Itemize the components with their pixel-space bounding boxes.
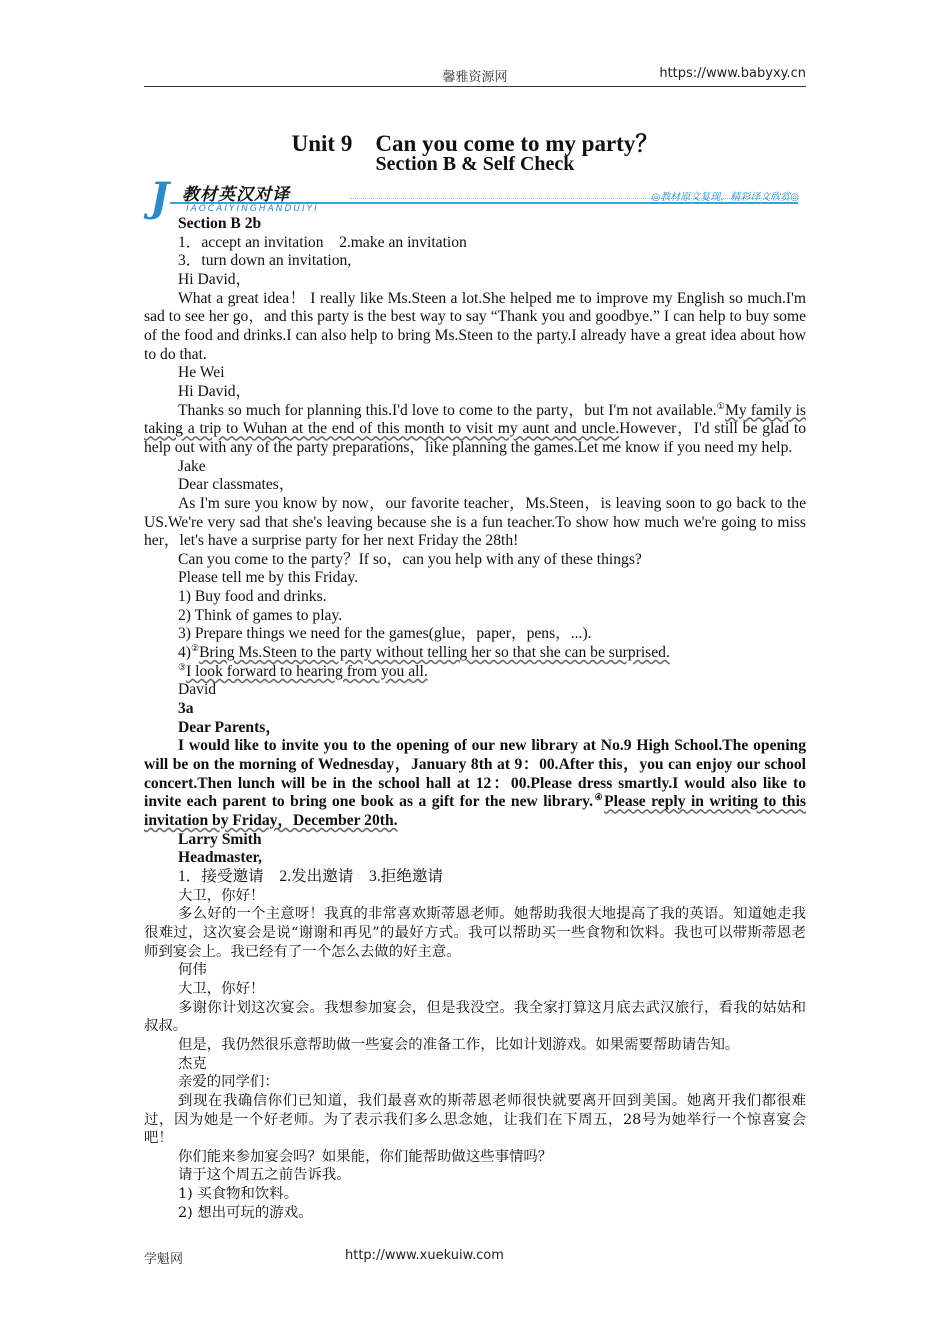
zh-letter1-signature: 何伟 xyxy=(178,962,207,979)
section-title: Section B & Self Check xyxy=(375,153,575,175)
banner-caption: ◎教材原文复现，精彩译文欣赏◎ xyxy=(651,192,799,203)
zh-letter2-body-2: 但是，我仍然很乐意帮助做一些宴会的准备工作，比如计划游戏。如果需要帮助请告知。 xyxy=(178,1036,740,1053)
letter4-signature: Larry Smith xyxy=(178,830,262,848)
list4-number: 4) xyxy=(178,644,191,662)
letter2-greeting: Hi David， xyxy=(178,382,252,400)
zh-letter2-greeting: 大卫，你好！ xyxy=(178,980,265,997)
letter3-key-sentence-3: I look forward to hearing from you all. xyxy=(186,662,428,680)
note-2-marker: ② xyxy=(191,642,200,653)
letter1-greeting: Hi David， xyxy=(178,270,252,288)
letter4-greeting: Dear Parents， xyxy=(178,718,281,736)
letter2-signature: Jake xyxy=(178,457,206,475)
zh-letter3-greeting: 亲爱的同学们： xyxy=(178,1074,279,1091)
document-body xyxy=(144,215,806,1222)
zh-letter3-body-2: 你们能来参加宴会吗？如果能，你们能帮助做这些事情吗？ xyxy=(178,1148,553,1165)
letter2-key-sentence: My family is taking a trip to Wuhan at the end of this month to visit my aunt and uncle. xyxy=(144,401,806,438)
header-site-name: 馨雅资源网 xyxy=(442,69,508,84)
footer-url[interactable]: http://www.xuekuiw.com xyxy=(345,1248,504,1263)
letter1-body: What a great idea！ I really like Ms.Steen a lot.She helped me to improve my English so much.I'm sad to see her go，and this party is the best way to say “Thank you and goodbye.” I can help to buy some of the food and drinks.I can also help to bring Ms.Steen to the party.I already have a great idea about how to do that. xyxy=(144,289,806,363)
letter4-key-sentence: Please reply in writing to this invitation by Friday，December 20th. xyxy=(144,793,806,829)
zh-letter3-body: 到现在我确信你们已知道，我们最喜欢的斯蒂恩老师很快就要离开回到美国。她离开我们都很难过，因为她是一个好老师。为了表示我们多么思念她，让我们在下周五，28号为她举行一个惊喜宴会吧！ xyxy=(144,1092,806,1147)
zh-letter1-greeting: 大卫，你好！ xyxy=(178,887,265,904)
letter3-body-2: Can you come to the party？If so，can you help with any of these things? xyxy=(178,550,642,568)
section-b-2b-label: Section B 2b xyxy=(178,215,262,232)
letter2-body-c: However，I'd still be glad to help out with any of the party preparations，like planning the games.Let me know if you need my help. xyxy=(144,420,806,456)
letter3-list-1: 1) Buy food and drinks. xyxy=(178,588,327,606)
zh-letter3-list-2: 2) 想出可玩的游戏。 xyxy=(178,1204,313,1221)
banner-j-logo: J xyxy=(150,174,169,221)
letter2-body xyxy=(144,402,806,458)
zh-phrases: 1．接受邀请 2.发出邀请 3.拒绝邀请 xyxy=(178,867,444,885)
zh-letter2-body: 多谢你计划这次宴会。我想参加宴会，但是我没空。我全家打算这月底去武汉旅行，看我的姑姑和叔叔。 xyxy=(144,999,806,1035)
letter4-body xyxy=(144,737,806,830)
letter3-list-4 xyxy=(144,644,806,663)
letter3-list-3: 3) Prepare things we need for the games(glue，paper，pens，...). xyxy=(178,625,592,643)
letter3-signature: David xyxy=(178,681,217,699)
letter3-body-3: Please tell me by this Friday. xyxy=(178,569,359,587)
note-4-marker: ④ xyxy=(593,792,605,803)
header-url[interactable]: https://www.babyxy.cn xyxy=(659,66,806,81)
letter3-list-2: 2) Think of games to play. xyxy=(178,606,343,624)
banner-pinyin: IAOCAIYINGHANDUIYI xyxy=(186,204,319,214)
footer-site-name: 学魁网 xyxy=(144,1251,184,1266)
letter2-body-a: Thanks so much for planning this.I'd love to come to the party，but I'm not available. xyxy=(178,401,717,419)
unit-title: Unit 9 Can you come to my party？ xyxy=(291,131,659,156)
letter3-closing xyxy=(144,663,806,682)
section-banner xyxy=(150,174,805,221)
zh-letter3-list-1: 1) 买食物和饮料。 xyxy=(178,1186,299,1203)
zh-letter3-body-3: 请于这个周五之前告诉我。 xyxy=(178,1167,351,1184)
letter3-key-sentence-2: Bring Ms.Steen to the party without telling her so that she can be surprised. xyxy=(199,644,670,662)
phrases-line-2: 3．turn down an invitation, xyxy=(178,252,352,270)
zh-letter1-body: 多么好的一个主意呀！我真的非常喜欢斯蒂恩老师。她帮助我很大地提高了我的英语。知道她走我很难过，这次宴会是说“谢谢和再见”的最好方式。我可以帮助买一些食物和饮料。我也可以带斯蒂恩老师到宴会上。我已经有了一个怎么去做的好主意。 xyxy=(144,906,806,960)
letter3-greeting: Dear classmates， xyxy=(178,476,295,494)
note-3-marker: ③ xyxy=(178,661,187,672)
letter4-title: Headmaster, xyxy=(178,849,262,867)
banner-title: 教材英汉对译 xyxy=(182,185,290,205)
zh-letter2-signature: 杰克 xyxy=(178,1055,207,1072)
note-1-marker: ① xyxy=(716,400,726,411)
letter1-signature: He Wei xyxy=(178,364,225,382)
phrases-line-1: 1．accept an invitation 2.make an invitation xyxy=(178,233,467,251)
header-rule xyxy=(144,86,806,87)
section-3a-label: 3a xyxy=(178,700,194,718)
letter3-body-1: As I'm sure you know by now，our favorite teacher，Ms.Steen，is leaving soon to go back to the US.We're very sad that she's leaving because she is a fun teacher.To show how much we're going to miss her，let's have a surprise party for her next Friday the 28th! xyxy=(144,494,806,550)
letter4-body-a: I would like to invite you to the opening of our new library at No.9 High School.The opening will be on the morning of Wednesday，January 8th at 9：00.After this，you can enjoy our school concert.Then lunch will be in the school hall at 12：00.Please dress smartly.I would also like to invite each parent to bring one book as a gift for the new library. xyxy=(144,737,806,811)
